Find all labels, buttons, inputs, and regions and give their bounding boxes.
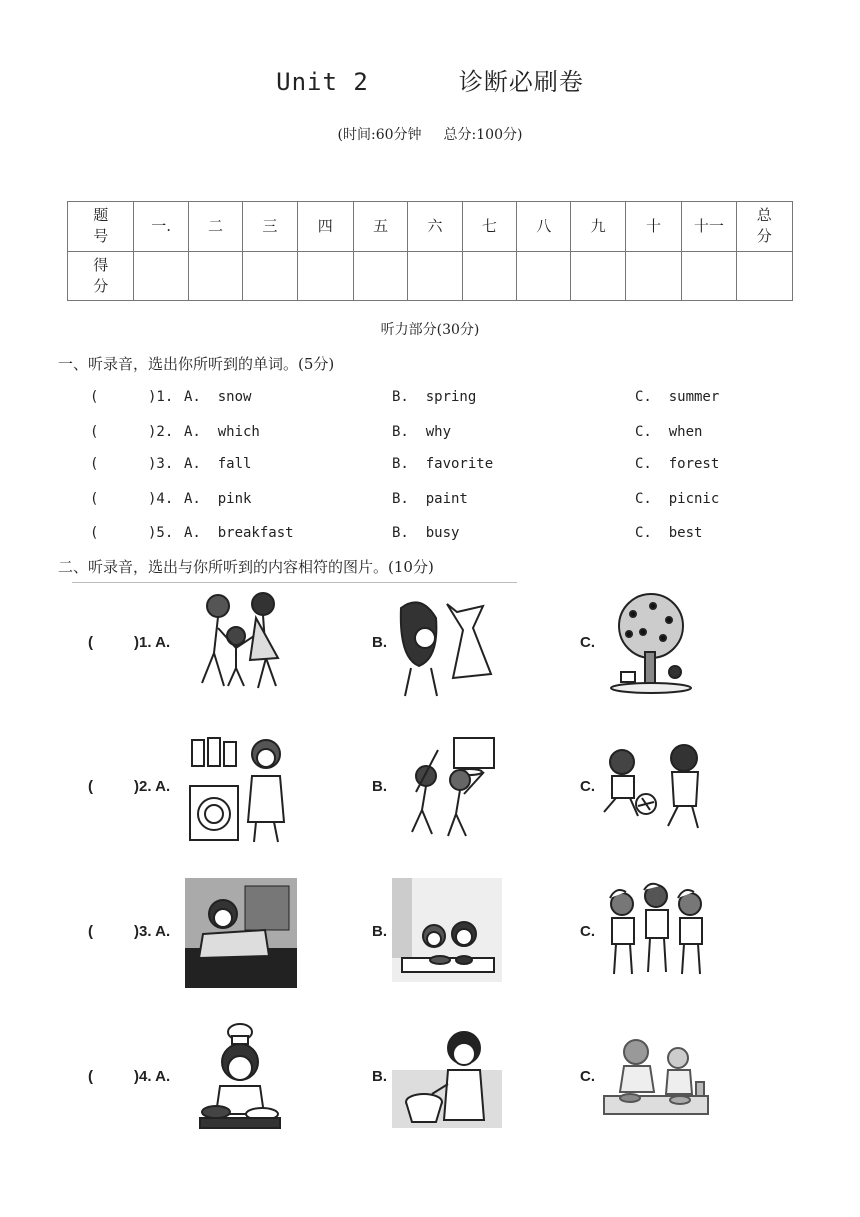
option-a: A. snow (184, 389, 252, 405)
picture-label-b: B. (372, 923, 387, 940)
time-info: (时间:60分钟 (337, 127, 422, 143)
option-a: A. breakfast (184, 525, 294, 541)
question-number: )3. (148, 456, 174, 472)
picture-label-c: C. (580, 1068, 595, 1085)
picture-label-c: C. (580, 634, 595, 651)
answer-blank[interactable]: ( (90, 456, 99, 472)
answer-blank[interactable]: ( (88, 634, 93, 651)
option-c: C. summer (635, 389, 720, 405)
score-cell[interactable] (297, 251, 353, 301)
picture-label-c: C. (580, 923, 595, 940)
col-9: 九 (571, 202, 625, 252)
divider (72, 582, 517, 583)
question-number: )2. (148, 424, 174, 440)
picnic-under-tree-image (603, 592, 699, 694)
answer-blank[interactable]: ( (90, 424, 99, 440)
question-number-row (68, 202, 793, 252)
score-cell[interactable] (408, 251, 462, 301)
picture-label-a: )1. A. (134, 634, 171, 651)
option-b: B. why (392, 424, 452, 440)
score-cell[interactable] (682, 251, 736, 301)
score-cell[interactable] (188, 251, 242, 301)
score-cell[interactable] (625, 251, 681, 301)
option-b: B. busy (392, 525, 460, 541)
answer-blank[interactable]: ( (88, 1068, 93, 1085)
score-cell[interactable] (243, 251, 297, 301)
col-3: 三 (243, 202, 297, 252)
col-10: 十 (625, 202, 681, 252)
girls-eating-image (392, 878, 502, 982)
score-cell[interactable] (517, 251, 571, 301)
unit-label: Unit 2 (276, 68, 369, 96)
total-score-info: 总分:100分) (443, 127, 523, 143)
part2-heading: 二、听录音，选出与你所听到的内容相符的图片。(10分) (58, 558, 434, 576)
question-number: )4. (148, 491, 174, 507)
score-cell[interactable] (134, 251, 188, 301)
answer-blank[interactable]: ( (90, 491, 99, 507)
answer-blank[interactable]: ( (88, 923, 93, 940)
answer-blank[interactable]: ( (90, 525, 99, 541)
page-title (0, 62, 860, 97)
col-1: 一. (134, 202, 188, 252)
paper-info (0, 124, 860, 144)
col-7: 七 (462, 202, 516, 252)
paper-title: 诊断必刷卷 (458, 68, 584, 96)
option-a: A. fall (184, 456, 252, 472)
picture-label-c: C. (580, 778, 595, 795)
option-b: B. spring (392, 389, 477, 405)
kids-playing-basketball-image (404, 736, 500, 840)
question-number: )5. (148, 525, 174, 541)
score-row (68, 251, 793, 301)
option-a: A. which (184, 424, 260, 440)
answer-blank[interactable]: ( (90, 389, 99, 405)
col-2: 二 (188, 202, 242, 252)
score-row-header: 得 分 (68, 251, 134, 301)
score-table (67, 201, 793, 301)
score-cell[interactable] (353, 251, 407, 301)
kids-doing-exercises-image (602, 882, 710, 982)
col-4: 四 (297, 202, 353, 252)
girl-trying-dress-image (391, 588, 499, 698)
picture-label-b: B. (372, 778, 387, 795)
option-c: C. forest (635, 456, 720, 472)
family-walking-image (188, 588, 292, 698)
option-a: A. pink (184, 491, 252, 507)
girl-cleaning-image (392, 1028, 502, 1128)
part1-heading: 一、听录音，选出你所听到的单词。(5分) (58, 355, 335, 373)
picture-label-a: )3. A. (134, 923, 171, 940)
girl-cooking-image (192, 1022, 288, 1134)
option-c: C. best (635, 525, 703, 541)
picture-label-b: B. (372, 634, 387, 651)
col-5: 五 (353, 202, 407, 252)
family-picnic-image (600, 1034, 712, 1120)
col-8: 八 (517, 202, 571, 252)
score-cell[interactable] (571, 251, 625, 301)
score-cell[interactable] (462, 251, 516, 301)
picture-label-a: )2. A. (134, 778, 171, 795)
boys-playing-football-image (598, 742, 710, 832)
question-number: )1. (148, 389, 174, 405)
option-c: C. picnic (635, 491, 720, 507)
question-number-header: 题 号 (68, 202, 134, 252)
listening-section-heading: 听力部分(30分) (380, 322, 480, 338)
col-11: 十一 (682, 202, 736, 252)
option-b: B. favorite (392, 456, 494, 472)
col-6: 六 (408, 202, 462, 252)
total-header: 总 分 (736, 202, 792, 252)
answer-blank[interactable]: ( (88, 778, 93, 795)
woman-washing-clothes-image (188, 736, 294, 844)
girl-in-bed-image (185, 878, 297, 988)
score-cell[interactable] (736, 251, 792, 301)
picture-label-b: B. (372, 1068, 387, 1085)
option-b: B. paint (392, 491, 468, 507)
picture-label-a: )4. A. (134, 1068, 171, 1085)
option-c: C. when (635, 424, 703, 440)
